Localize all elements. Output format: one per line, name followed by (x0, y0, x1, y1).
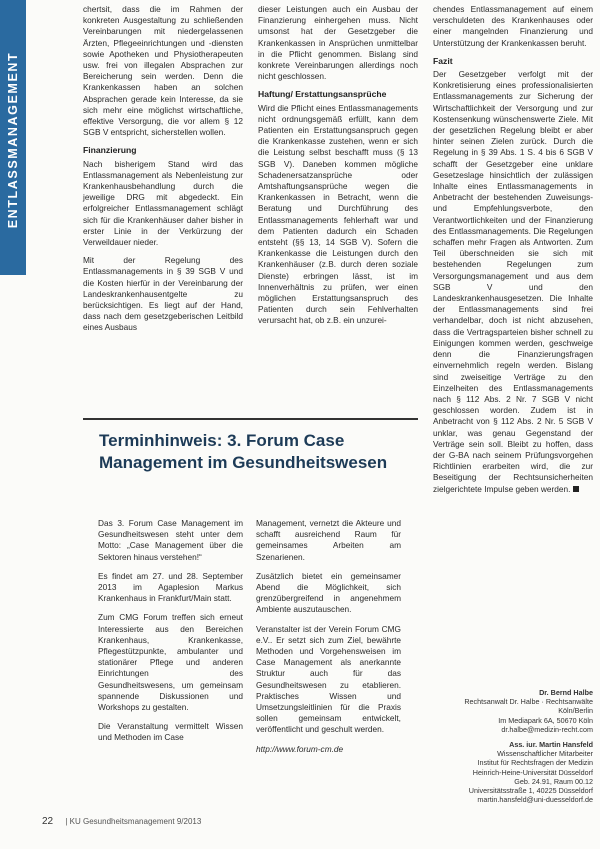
paragraph: Veranstalter ist der Verein Forum CMG e.V.. Er setzt sich zum Ziel, bewährte Methoden und Vorgehensweisen im Case Management als anerkannte Struktur auch für das Gesundheitswesen zu etablieren. Praktisches Wissen und Umsetzungsleitlinien für die Praxis sollen gemeinsam entwickelt, veröffentlicht und geschult werden. (256, 623, 401, 735)
paragraph: chendes Entlassmanagement auf einem verschuldeten des Krankenhauses oder einer mangelnden Finanzierung und Unterstützung der Krankenkassen beruht. (433, 4, 593, 48)
footer-divider: | (65, 817, 68, 826)
author-1 (433, 688, 593, 734)
text-column-3 (433, 4, 593, 502)
paragraph (433, 69, 593, 495)
author-name: Ass. iur. Martin Hansfeld (509, 740, 593, 750)
section-heading: Haftung/ Erstattungsansprüche (258, 89, 387, 100)
paragraph: Wird die Pflicht eines Entlassmanagements nicht ordnungsgemäß erfüllt, kann dem Patienten ein Erstattungsanspruch gegen die Krankenkasse zustehen, wenn er sich die Leistung selbst beschafft muss (§ 13 SGB V). Daneben kommen mögliche Schadenersatzansprüche oder Amtshaftungsansprüche wegen die Krankenkassen in Betracht, wenn die Beratung und Durchführung des Entlassmanagements fehlerhaft war und dem Patienten dadurch ein Schaden entsteht (§§ 13, 14 SGB V). Sofern die Krankenkasse die Leistungen durch den Krankenhäuser (z.B. durch deren soziale Dienste) erbringen lässt, ist im Innenverhältnis zu prüfen, wer einen möglichen Erstattungsanspruch des Patienten durch sein Fehlverhalten verursacht hat, ob z.B. ein unzurei- (258, 102, 418, 326)
event-notice-title: Terminhinweis: 3. Forum Case Management im Gesundheitswesen (99, 431, 388, 472)
author-address: Im Mediapark 6A, 50670 Köln (498, 715, 593, 725)
paragraph: Zum CMG Forum treffen sich erneut Interessierte aus den Bereichen Krankenhaus, Krankenkasse, Pflegestützpunkte, ambulanter und stationärer Pflege und anderen Einrichtungen des Gesundheitswesens, um gemeinsam spannende Diskussionen und Workshops zu gestalten. (98, 612, 243, 713)
section-label: ENTLASSMANAGEMENT (6, 51, 20, 229)
section-sidebar (0, 0, 26, 275)
journal-name: KU Gesundheitsmanagement 9/2013 (69, 817, 202, 826)
paragraph: chertsit, dass die im Rahmen der konkreten Ausgestaltung zu schließenden Vereinbarungen mit niedergelassenen Ärzten, Pflegeeinrichtungen und -diensten sowie Apotheken und Physiotherapeuten usw. frei von illegalen Absprachen zur Bereicherung sein werden. Denn die Krankenkassen haben an solchen Absprachen gerade kein Interesse, da sie sich mehr eine möglichst wirtschaftliche, effektive Versorgung, die vor allem § 12 SGB V entspricht, sicherstellen wollen. (83, 4, 243, 138)
page-footer (42, 816, 201, 827)
page-number: 22 (42, 816, 54, 827)
paragraph: Zusätzlich bietet ein gemeinsamer Abend die Möglichkeit, sich grenzübergreifend in angenehmem Ambiente auszutauschen. (256, 570, 401, 615)
end-mark-icon (573, 486, 579, 492)
author-institute: Institut für Rechtsfragen der Medizin (477, 758, 593, 768)
event-notice-column-right (256, 518, 401, 763)
author-block (433, 688, 593, 810)
conclusion-text: Der Gesetzgeber verfolgt mit der Konkretisierung eines professionalisierten Entlassmanagements zur Sicherung der Wirtschaftlichkeit der Versorgung und zur Kostensenkung wünschenswerte Ziele. Mit der gesetzlichen Regelung bleibt er aber hinter seinen Zielen zurück. Durch die Regelung in § 39 Abs. 1 S. 4 bis 6 SGB V schafft der Gesetzgeber eine unklare Gesetzeslage hinsichtlich der zulässigen Inhalte eines Entlassmanagements in Anbetracht der bestehenden Zuweisungs- und Empfehlungsverbote, den Verantwortlichkeiten und der Finanzierung des Entlassmanagements. Die Regelungen schaffen mehr Fragen als Antworten. Zum Teil überschneiden sie sich mit bestehenden Regelungen zum Versorgungsmanagement und aus dem SGB V und den Landeskrankenhausgesetzen. Die Inhalte der Entlassmanagements sind frei verhandelbar, doch ist nicht abzusehen, dass die Vertragsparteien bisher schnell zu Einigungen kommen werden, geschweige denn die Finanzierungsfragen einvernehmlich regeln werden. Bislang sind zweiseitige Verträge zu den Einzelheiten des Entlassmanagements nach § 112 Abs. 2 Nr. 7 SGB V nicht geschlossen worden. Zudem ist in Anbetracht von § 112 Abs. 2 Nr. 5 SGB V unklar, was genau Gegenstand der Verträge sein soll. Bleibt zu hoffen, dass der G-BA nach seinem Prüfungsvorgehen Richtlinien erarbeiten wird, die zur Beseitigung der Rechtsunsicherheiten zielgerichtete Impulse geben werden. (433, 69, 593, 494)
event-notice-column-left (98, 518, 243, 752)
event-link[interactable]: http://www.forum-cm.de (256, 743, 344, 754)
author-email[interactable]: dr.halbe@medizin-recht.com (501, 724, 593, 734)
text-column-2 (258, 4, 418, 334)
author-address: Universitätsstraße 1, 40225 Düsseldorf (468, 786, 593, 796)
paragraph: Die Veranstaltung vermittelt Wissen und Methoden im Case (98, 721, 243, 743)
event-notice-box (83, 418, 418, 822)
author-university: Heinrich-Heine-Universität Düsseldorf (472, 767, 593, 777)
author-room: Geb. 24.91, Raum 00.12 (514, 776, 593, 786)
section-heading: Finanzierung (83, 145, 137, 156)
author-email[interactable]: martin.hansfeld@uni-duesseldorf.de (477, 795, 593, 805)
paragraph: Es findet am 27. und 28. September 2013 im Agaplesion Markus Krankenhaus in Frankfurt/Main statt. (98, 570, 243, 604)
paragraph: dieser Leistungen auch ein Ausbau der Finanzierung einhergehen muss. Nicht umsonst hat der Gesetzgeber die Krankenkassen in Ansprüchen unmittelbar in die Pflicht genommen. Bislang sind konkrete Vereinbarungen allerdings noch nicht geschlossen. (258, 4, 418, 82)
paragraph: Nach bisherigem Stand wird das Entlassmanagement als Nebenleistung zur Krankenhausbehandlung durch die jeweilige DRG mit abgedeckt. Ein erfolgreicher Entlassmanagement schlägt sich für die Krankenhäuser daher bisher in erster Linie in der Verkürzung der Verweildauer nieder. (83, 158, 243, 248)
author-affiliation: Rechtsanwalt Dr. Halbe · Rechtsanwälte (464, 697, 593, 707)
paragraph: Das 3. Forum Case Management im Gesundheitswesen steht unter dem Motto: „Case Management über die Sektoren hinaus verstehen!“ (98, 518, 243, 562)
text-column-1 (83, 4, 243, 341)
author-2 (433, 740, 593, 804)
author-name: Dr. Bernd Halbe (539, 688, 593, 697)
section-heading: Fazit (433, 55, 453, 66)
paragraph: Mit der Regelung des Entlassmanagements in § 39 SGB V und die Kosten hierfür in der Vereinbarung der Landeskrankenhausentgelte zu berücksichtigen. Es liegt auf der Hand, dass nach dem gesetzgeberischen Leitbild eines Ausbaus (83, 255, 243, 333)
author-role: Wissenschaftlicher Mitarbeiter (497, 749, 593, 759)
paragraph: Management, vernetzt die Akteure und schafft ausreichend Raum für gemeinsames Arbeiten am Szenarienen. (256, 518, 401, 562)
author-city: Köln/Berlin (558, 706, 593, 716)
